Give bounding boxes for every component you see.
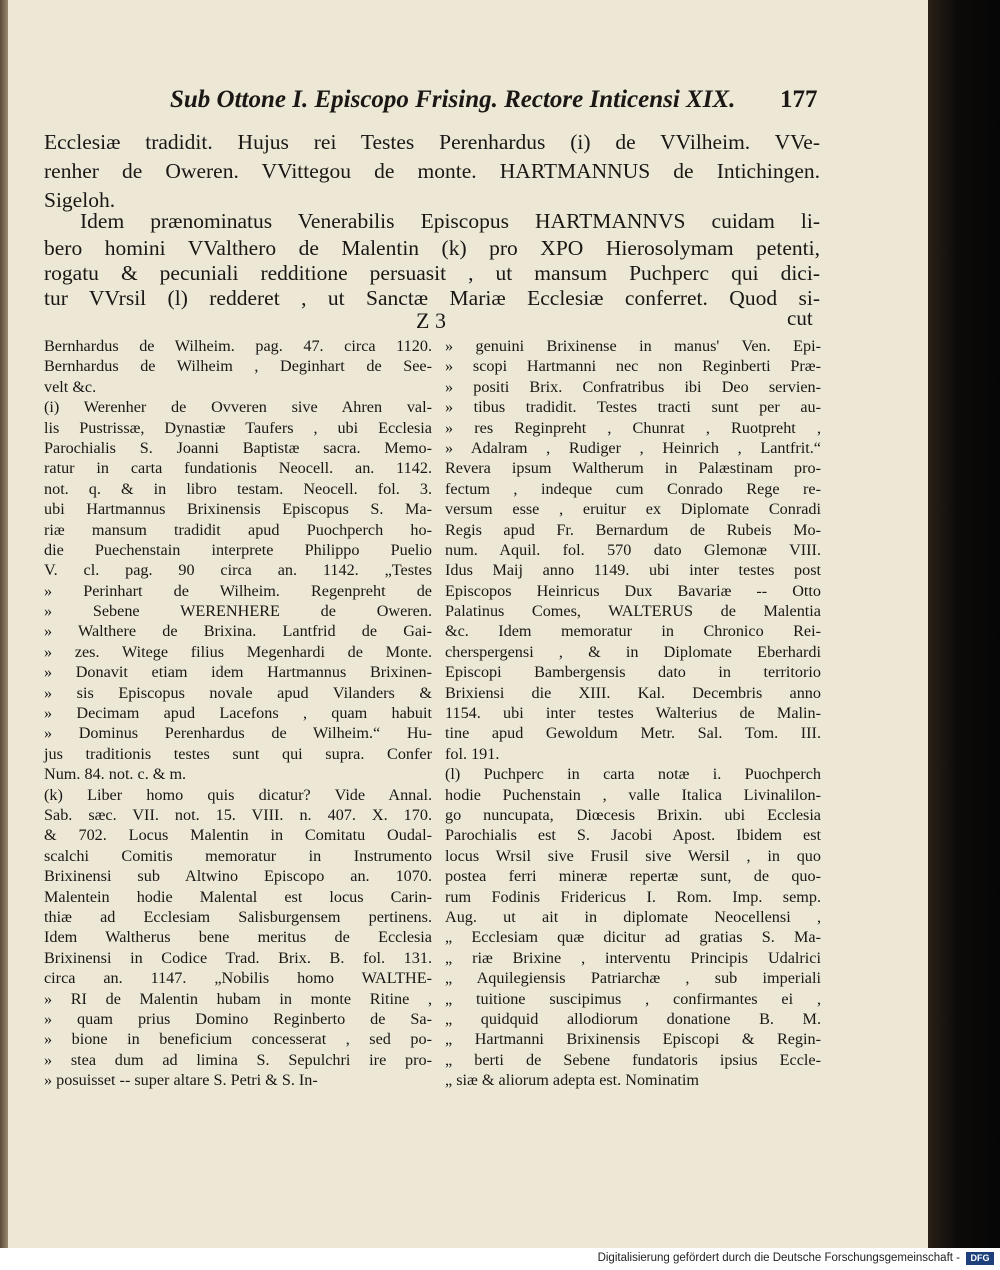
footnote-line: » Adalram , Rudiger , Heinrich , Lantfrit.“ [445,438,821,457]
funding-notice: Digitalisierung gefördert durch die Deutsche Forschungsgemeinschaft - [597,1252,960,1264]
footnote-line: jus traditionis testes sunt qui supra. Confer [44,744,432,763]
footnote-line: circa an. 1147. „Nobilis homo WALTHE- [44,969,432,988]
footnote-line: » tibus tradidit. Testes tracti sunt per au- [445,398,821,417]
footnote-line: Brixinensi in Codice Trad. Brix. B. fol. 131. [44,948,432,967]
footnote-line: ubi Hartmannus Brixinensis Episcopus S. Ma- [44,500,432,519]
footnote-line: Sab. sæc. VII. not. 15. VIII. n. 407. X. 170. [44,805,432,824]
footnote-line: » zes. Witege filius Megenhardi de Monte. [44,642,432,661]
footnote-line: (k) Liber homo quis dicatur? Vide Annal. [44,785,432,804]
footnote-line: » Perinhart de Wilheim. Regenpreht de [44,581,432,600]
footnote-line: hodie Puchenstain , valle Italica Livinalilon- [445,785,821,804]
body-line: Sigeloh. [44,188,116,212]
catchword: cut [787,306,813,330]
footnote-line: Aug. ut ait in diplomate Neocellensi , [445,907,821,926]
footnote-line: versum esse , eruitur ex Diplomate Conradi [445,500,821,519]
footnote-line: „ riæ Brixine , interventu Principis Udalrici [445,948,821,967]
footnote-line: » Dominus Perenhardus de Wilheim.“ Hu- [44,724,432,743]
footnote-line: go nuncupata, Diœcesis Brixin. ubi Ecclesia [445,805,821,824]
footnote-line: ratur in carta fundationis Neocell. an. 1142. [44,459,432,478]
footnote-line: » res Reginpreht , Chunrat , Ruotpreht , [445,418,821,437]
footnote-line: » scopi Hartmanni nec non Reginberti Præ- [445,357,821,376]
footnote-line: „ Hartmanni Brixinensis Episcopi & Regin- [445,1030,821,1049]
footnote-line: die Puechenstain interprete Philippo Puelio [44,540,432,559]
footnote-line: &c. Idem memoratur in Chronico Rei- [445,622,821,641]
running-head: Sub Ottone I. Episcopo Frising. Rectore Inticensi XIX. [170,86,736,113]
footnote-line: » quam prius Domino Reginberto de Sa- [44,1009,432,1028]
footnote-line: Episcopi Bambergensis dato in territorio [445,663,821,682]
signature-mark: Z 3 [416,308,446,333]
footnote-line: locus Wrsil sive Frusil sive Wersil , in quo [445,846,821,865]
footnote-line: » Sebene WERENHERE de Oweren. [44,602,432,621]
footnote-line: riæ mansum tradidit apud Puochperch ho- [44,520,432,539]
footer-bar [0,1248,1000,1270]
footnote-line: » Walthere de Brixina. Lantfrid de Gai- [44,622,432,641]
footnote-line: „ Ecclesiam quæ dicitur ad gratias S. Ma- [445,928,821,947]
footnote-line: not. q. & in libro testam. Neocell. fol. 3. [44,479,432,498]
footnote-line: fol. 191. [445,744,500,763]
footnote-line: „ tuitione suscipimus , confirmantes ei , [445,989,821,1008]
footnote-line: » Decimam apud Lacefons , quam habuit [44,704,432,723]
footnote-line: rum Fodinis Fridericus I. Rom. Imp. semp. [445,887,821,906]
footnote-line: scalchi Comitis memoratur in Instrumento [44,846,432,865]
footnote-line: & 702. Locus Malentin in Comitatu Oudal- [44,826,432,845]
footnote-line: cherspergensi , & in Diplomate Eberhardi [445,642,821,661]
footnotes-right-column [445,336,821,1090]
footnote-line: » positi Brix. Confratribus ibi Deo servien- [445,377,821,396]
footnote-line: fectum , indeque cum Conrado Rege re- [445,479,821,498]
book-spine [928,0,1000,1248]
footnote-line: Idus Maij anno 1149. ubi inter testes post [445,561,821,580]
footnote-line: lis Pustrissæ, Dynastiæ Taufers , ubi Ecclesia [44,418,432,437]
body-line: bero homini VValthero de Malentin (k) pro XPO Hierosolymam petenti, [44,236,820,260]
footnote-line: (i) Werenher de Ovveren sive Ahren val- [44,398,432,417]
footnote-line: Palatinus Comes, WALTERUS de Malentia [445,602,821,621]
footnotes-left-column [44,336,432,1090]
footnote-line: Parochialis est S. Jacobi Apost. Ibidem est [445,826,821,845]
footnote-line: Brixinensi sub Altwino Episcopo an. 1070. [44,867,432,886]
footnote-line: V. cl. pag. 90 circa an. 1142. „Testes [44,561,432,580]
footnote-line: Idem Waltherus bene meritus de Ecclesia [44,928,432,947]
footnote-line: Revera ipsum Waltherum in Palæstinam pro- [445,459,821,478]
footnote-line: » Donavit etiam idem Hartmannus Brixinen- [44,663,432,682]
footnote-line: thiæ ad Ecclesiam Salisburgensem pertinens. [44,907,432,926]
footnote-line: postea ferri mineræ repertæ sunt, de quo- [445,867,821,886]
footnote-line: „ siæ & aliorum adepta est. Nominatim [445,1071,700,1090]
footnote-line: (l) Puchperc in carta notæ i. Puochperch [445,765,821,784]
footnote-line: Malentein hodie Malental est locus Carin- [44,887,432,906]
footnote-line: Brixiensi die XIII. Kal. Decembris anno [445,683,821,702]
footnote-line: Regis apud Fr. Bernardum de Rubeis Mo- [445,520,821,539]
page-number: 177 [780,86,818,113]
footnote-line: velt &c. [44,377,97,396]
body-line: tur VVrsil (l) redderet , ut Sanctæ Mariæ Ecclesiæ conferret. Quod si- [44,286,820,310]
footnote-line: „ berti de Sebene fundatoris ipsius Eccle- [445,1050,821,1069]
body-line: renher de Oweren. VVittegou de monte. HARTMANNUS de Intichingen. [44,159,820,183]
footnote-line: » sis Episcopus novale apud Vilanders & [44,683,432,702]
body-line: Ecclesiæ tradidit. Hujus rei Testes Perenhardus (i) de VVilheim. VVe- [44,130,820,154]
body-line: Idem prænominatus Venerabilis Episcopus HARTMANNVS cuidam li- [80,209,820,233]
footnote-line: 1154. ubi inter testes Walterius de Malin- [445,704,821,723]
page-edge-shadow [0,0,8,1248]
footnote-line: Num. 84. not. c. & m. [44,765,187,784]
dfg-logo: DFG [966,1252,994,1265]
footnote-line: » posuisset -- super altare S. Petri & S. In- [44,1071,318,1090]
footnote-line: » stea dum ad limina S. Sepulchri ire pro- [44,1050,432,1069]
footnote-line: „ Aquilegiensis Patriarchæ , sub imperiali [445,969,821,988]
footnote-line: num. Aquil. fol. 570 dato Glemonæ VIII. [445,540,821,559]
footnote-line: » RI de Malentin hubam in monte Ritine , [44,989,432,1008]
footnote-line: Bernhardus de Wilheim. pag. 47. circa 1120. [44,337,432,355]
footnote-line: Bernhardus de Wilheim , Deginhart de See- [44,357,432,376]
footnote-line: „ quidquid allodiorum donatione B. M. [445,1009,821,1028]
footnote-line: tine apud Gewoldum Metr. Sal. Tom. III. [445,724,821,743]
footnote-line: Episcopos Heinricus Dux Bavariæ -- Otto [445,581,821,600]
body-line: rogatu & pecuniali redditione persuasit , ut mansum Puchperc qui dici- [44,261,820,285]
footnote-line: Parochialis S. Joanni Baptistæ sacra. Memo- [44,438,432,457]
footnote-line: » bione in beneficium concesserat , sed po- [44,1030,432,1049]
footnote-line: » genuini Brixinense in manus' Ven. Epi- [445,337,821,355]
